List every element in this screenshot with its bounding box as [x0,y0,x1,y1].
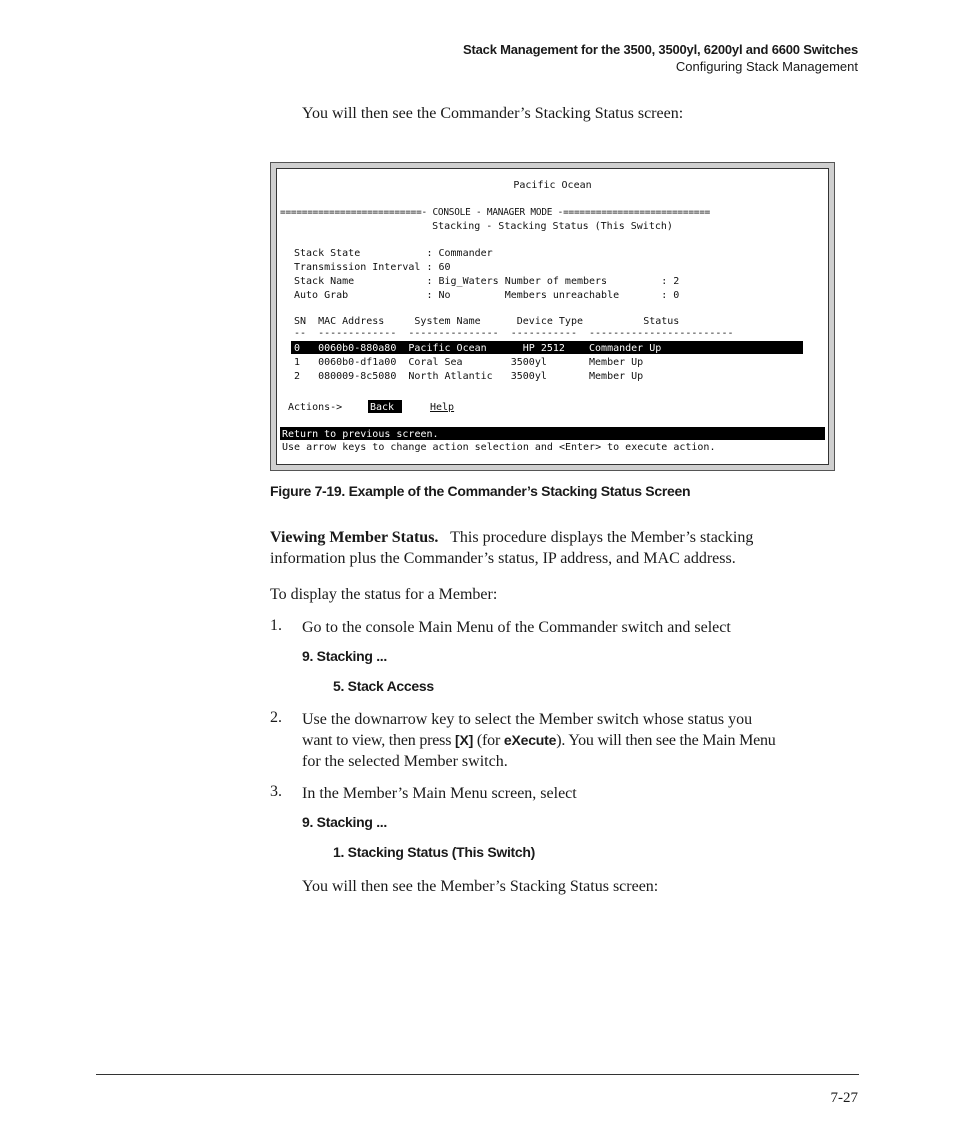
table-row-selected[interactable]: 0 0060b0-880a80 Pacific Ocean HP 2512 Commander Up [294,343,662,354]
step-3-command: 9. Stacking ... [302,814,387,830]
outro-text: You will then see the Member’s Stacking Status screen: [302,878,659,895]
footer-rule [96,1074,859,1075]
section-text: This procedure displays the Member’s stacking [450,529,754,546]
page-number: 7-27 [830,1090,858,1106]
lead-text: To display the status for a Member: [270,586,498,603]
help-action[interactable]: Help [430,402,455,413]
status-line: Return to previous screen. [282,429,439,440]
step-2-line2: want to view, then press [X] (for eXecute). You will then see the Main Menu [302,732,776,749]
step-2-line1: Use the downarrow key to select the Member switch whose status you [302,711,753,728]
table-row[interactable]: 2 080009-8c5080 North Atlantic 3500yl Member Up [294,371,644,382]
terminal-banner: ==========================- CONSOLE - MANAGER MODE -=========================== [280,207,711,218]
terminal-field: Stack Name : Big_Waters Number of members : 2 [294,276,680,287]
terminal-field: Transmission Interval : 60 [294,262,451,273]
step-1-command: 9. Stacking ... [302,648,387,664]
step-3-subcommand: 1. Stacking Status (This Switch) [333,844,535,860]
step-number: 1. [270,617,282,634]
terminal-screen-title: Stacking - Stacking Status (This Switch) [432,221,673,232]
actions-label: Actions-> [288,402,343,413]
terminal-table-header: SN MAC Address System Name Device Type Status [294,316,680,327]
key-x: [X] [455,732,474,748]
running-header-title: Stack Management for the 3500, 3500yl, 6200yl and 6600 Switches [463,42,858,57]
terminal-screen [276,168,829,465]
terminal-field: Auto Grab : No Members unreachable : 0 [294,290,680,301]
step-3-text: In the Member’s Main Menu screen, select [302,785,577,802]
section-heading: Viewing Member Status. [270,529,439,546]
execute-command: eXecute [503,732,557,748]
terminal-field: Stack State : Commander [294,248,493,259]
step-number: 3. [270,783,282,800]
section-paragraph [270,527,753,548]
terminal-table-divider: -- ------------- --------------- ----------- ------------------------ [294,328,734,339]
terminal-hostname: Pacific Ocean [513,180,592,191]
step-2-line3: for the selected Member switch. [302,753,508,770]
terminal-screenshot [270,162,835,471]
step-1-text: Go to the console Main Menu of the Commander switch and select [302,619,731,636]
hint-line: Use arrow keys to change action selection and <Enter> to execute action. [282,442,716,453]
step-1-subcommand: 5. Stack Access [333,678,434,694]
back-action[interactable]: Back [370,402,395,413]
figure-caption: Figure 7-19. Example of the Commander’s Stacking Status Screen [270,483,691,499]
table-row[interactable]: 1 0060b0-df1a00 Coral Sea 3500yl Member Up [294,357,644,368]
running-header-subtitle: Configuring Stack Management [675,59,858,74]
step-number: 2. [270,709,282,726]
section-text-line2: information plus the Commander’s status, IP address, and MAC address. [270,550,736,567]
intro-text: You will then see the Commander’s Stacking Status screen: [302,105,684,122]
